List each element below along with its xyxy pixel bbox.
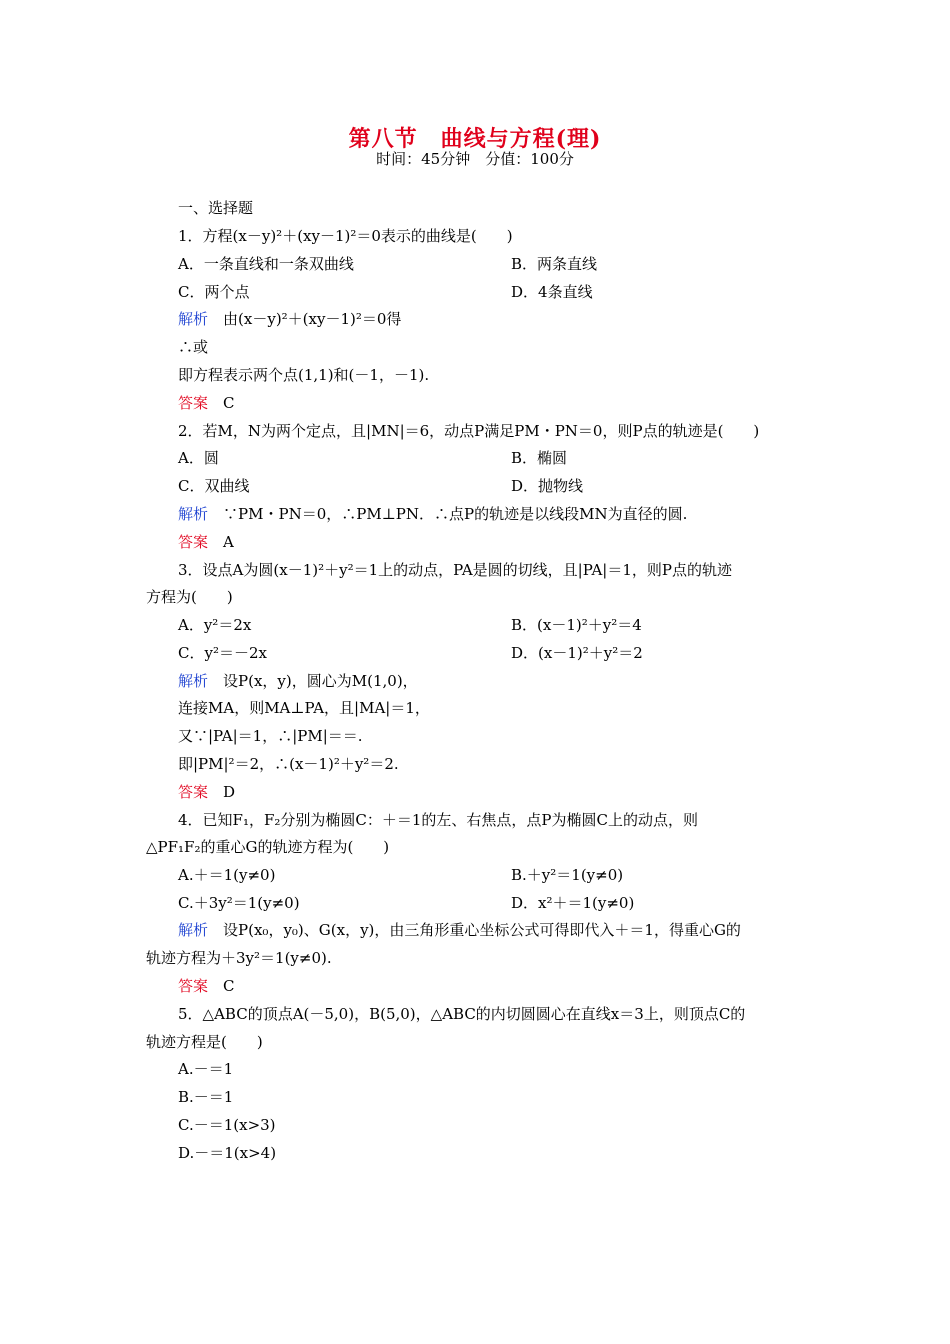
q1-option-d: D．4条直线: [511, 283, 593, 301]
q4-answer: 答案 C: [178, 977, 235, 995]
analysis-label: 解析: [178, 505, 209, 523]
q3-analysis-line-4: 即|PM|²＝2，∴(x－1)²＋y²＝2.: [178, 755, 399, 773]
q3-stem-line-1: 3．设点A为圆(x－1)²＋y²＝1上的动点，PA是圆的切线，且|PA|＝1，则P点的轨迹: [178, 561, 732, 579]
q5-stem-line-1: 5．△ABC的顶点A(－5,0)，B(5,0)，△ABC的内切圆圆心在直线x＝3上，则顶点C的: [178, 1005, 746, 1023]
q4-stem-line-2: △PF₁F₂的重心G的轨迹方程为( ): [146, 838, 390, 856]
q3-option-d: D．(x－1)²＋y²＝2: [511, 644, 643, 662]
q4-option-d: D．x²＋＝1(y≠0): [511, 894, 635, 912]
q1-option-a: A．一条直线和一条双曲线: [178, 255, 354, 273]
q3-stem-line-2: 方程为( ): [146, 588, 233, 606]
page-title: 第八节 曲线与方程(理): [348, 126, 602, 152]
q4-analysis-line-2: 轨迹方程为＋3y²＝1(y≠0).: [146, 949, 332, 967]
q2-answer: 答案 A: [178, 533, 234, 551]
q5-stem-line-2: 轨迹方程是( ): [146, 1033, 263, 1051]
answer-label: 答案: [178, 977, 209, 995]
q2-option-b: B．椭圆: [511, 449, 568, 467]
q3-answer: 答案 D: [178, 783, 236, 801]
q2-stem: 2．若M，N为两个定点，且|MN|＝6，动点P满足PM・PN＝0，则P点的轨迹是( ): [178, 422, 760, 440]
section-heading: 一、选择题: [178, 199, 254, 217]
q2-analysis-line-1: 解析 ∵PM・PN＝0，∴PM⊥PN．∴点P的轨迹是以线段MN为直径的圆.: [178, 505, 688, 523]
page-subtitle: 时间：45分钟 分值：100分: [376, 150, 574, 168]
answer-label: 答案: [178, 394, 209, 412]
q3-analysis-line-3: 又∵|PA|＝1，∴|PM|＝＝.: [178, 727, 363, 745]
q1-option-c: C．两个点: [178, 283, 250, 301]
q4-stem-line-1: 4．已知F₁，F₂分别为椭圆C：＋＝1的左、右焦点，点P为椭圆C上的动点，则: [178, 811, 698, 829]
q2-option-a: A．圆: [178, 449, 219, 467]
q4-analysis-line-1: 解析 设P(x₀，y₀)、G(x，y)，由三角形重心坐标公式可得即代入＋＝1，得重心G的: [178, 921, 741, 939]
analysis-label: 解析: [178, 310, 209, 328]
q1-answer: 答案 C: [178, 394, 235, 412]
q3-analysis-line-1: 解析 设P(x，y)，圆心为M(1,0)，: [178, 672, 418, 690]
q4-option-a: A.＋＝1(y≠0): [178, 866, 276, 884]
q2-option-d: D．抛物线: [511, 477, 584, 495]
q1-analysis-line-2: ∴或: [178, 338, 209, 356]
q1-analysis-line-3: 即方程表示两个点(1,1)和(－1，－1).: [178, 366, 430, 384]
q5-option-b: B.－＝1: [178, 1088, 234, 1106]
q5-option-c: C.－＝1(x>3): [178, 1116, 276, 1134]
q3-option-c: C．y²＝－2x: [178, 644, 267, 662]
analysis-label: 解析: [178, 921, 209, 939]
answer-label: 答案: [178, 533, 209, 551]
answer-label: 答案: [178, 783, 209, 801]
q3-option-b: B．(x－1)²＋y²＝4: [511, 616, 642, 634]
q3-option-a: A．y²＝2x: [178, 616, 252, 634]
q1-option-b: B．两条直线: [511, 255, 598, 273]
q4-option-b: B.＋y²＝1(y≠0): [511, 866, 624, 884]
q2-option-c: C．双曲线: [178, 477, 250, 495]
q5-option-a: A.－＝1: [178, 1060, 234, 1078]
analysis-label: 解析: [178, 672, 209, 690]
q4-option-c: C.＋3y²＝1(y≠0): [178, 894, 300, 912]
q1-analysis-line-1: 解析 由(x－y)²＋(xy－1)²＝0得: [178, 310, 402, 328]
q5-option-d: D.－＝1(x>4): [178, 1144, 277, 1162]
q1-stem: 1．方程(x－y)²＋(xy－1)²＝0表示的曲线是( ): [178, 227, 513, 245]
q3-analysis-line-2: 连接MA，则MA⊥PA，且|MA|＝1，: [178, 699, 430, 717]
